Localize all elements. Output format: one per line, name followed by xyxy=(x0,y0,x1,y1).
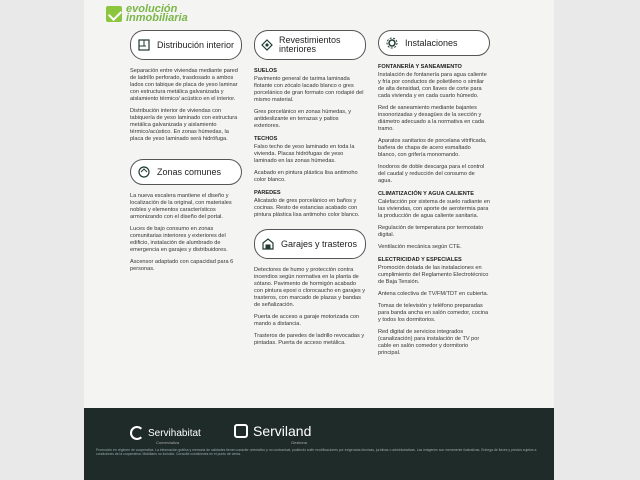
instalaciones-title: Instalaciones xyxy=(405,37,458,48)
column-2 xyxy=(254,30,366,352)
revestimientos-header xyxy=(254,30,366,60)
disclaimer-text: Promoción en régimen de cooperativa. La información gráfica y memoria de calidades tienen carácter orientativo y no contractual, pudiendo sufrir modificaciones por exigencias técnicas, jurídicas o administrativas. Las imágenes son meramente ilustrativas. Entrega de llaves y precios sujetos a condiciones de la cooperativa. Mobiliario no incluido. Consulte condiciones en el punto de venta. xyxy=(96,448,537,457)
garage-icon xyxy=(261,237,275,251)
servihabitat-logo xyxy=(130,426,201,440)
fontaneria-text-1: Instalación de fontanería para agua caliente y fría por conductos de polietileno o similar de alta densidad, con llaves de corte para cada vivienda y en cada cuarto húmedo. xyxy=(378,72,487,99)
garajes-header xyxy=(254,229,366,259)
distribucion-text-2: Distribución interior de viviendas con tabiquería de yeso laminado con estructura metálica galvanizada y aislamiento térmico/acústico. En zonas húmedas, la placa de yeso laminado será hidrófuga. xyxy=(130,108,238,142)
serviland-name: Serviland xyxy=(253,423,312,439)
zones-icon xyxy=(137,165,151,179)
zonas-title: Zonas comunes xyxy=(157,166,222,177)
fontaneria-text-4: Inodoros de doble descarga para el control del caudal y reducción del consumo de agua. xyxy=(378,164,485,184)
electricidad-text-3: Tomas de televisión y teléfono preparadas para banda ancha en salón comedor, cocina y todos los dormitorios. xyxy=(378,303,489,323)
fontaneria-text-2: Red de saneamiento mediante bajantes insonorizadas y desagües de la sección y diámetro adecuado a la normativa en cada tramo. xyxy=(378,105,485,132)
garajes-text-2: Puerta de acceso a garaje motorizada con mando a distancia. xyxy=(254,314,360,327)
fontaneria-heading: FONTANERÍA Y SANEAMIENTO xyxy=(378,64,462,70)
garajes-text-1: Detectores de humo y protección contra incendios según normativa en la planta de sótano. Pavimento de hormigón acabado con pintura epoxi o clorocaucho en garajes y trasteros, con marcado de plazas y bandas de señalización. xyxy=(254,267,366,308)
servihabitat-icon xyxy=(130,426,144,440)
climatizacion-text-2: Regulación de temperatura por termostato digital. xyxy=(378,225,484,238)
suelos-text-1: Pavimento general de tarima laminada flotante con zócalo lacado blanco o gres porcelánico de gran formato con rodapié del mismo material. xyxy=(254,76,364,103)
zonas-header xyxy=(130,159,242,185)
serviland-logo xyxy=(234,423,311,439)
gear-icon xyxy=(385,36,399,50)
zonas-text-2: Luces de bajo consumo en zonas comunitarias interiores y exteriores del edificio, instalación de alumbrado de emergencia en garajes y distribuidores. xyxy=(130,226,228,253)
zonas-text-3: Ascensor adaptado con capacidad para 6 personas. xyxy=(130,259,234,272)
footer-band xyxy=(84,408,554,480)
distribucion-text-1: Separación entre viviendas mediante pared de ladrillo perforado, trasdosado a ambos lados con tabique de placa de yeso laminar con estructura metálica galvanizada y aislamiento térmico/ acústico en el interior. xyxy=(130,68,238,102)
serviland-sub: Gestiona xyxy=(291,440,308,445)
instalaciones-header xyxy=(378,30,490,56)
brand-line1: evolución xyxy=(126,3,178,15)
distribucion-title: Distribución interior xyxy=(157,39,235,50)
distribucion-header xyxy=(130,30,242,60)
techos-heading: TECHOS xyxy=(254,136,278,142)
fontaneria-text-3: Aparatos sanitarios de porcelana vitrificada, bañera de chapa de acero esmaltado blanco, con grifería monomando. xyxy=(378,138,487,158)
revestimientos-title: Revestimientos interiores xyxy=(279,35,341,54)
brand-line2: inmobiliaria xyxy=(126,12,188,24)
floorplan-icon xyxy=(137,38,151,52)
electricidad-text-1: Promoción dotada de las instalaciones en cumplimiento del Reglamento Electrotécnico de Baja Tensión. xyxy=(378,265,489,285)
garajes-title: Garajes y trasteros xyxy=(281,238,358,249)
serviland-icon xyxy=(234,424,248,438)
servihabitat-sub: Comercializa xyxy=(156,440,180,445)
suelos-text-2: Gres porcelánico en zonas húmedas, y antideslizante en terrazas y patios exteriores. xyxy=(254,109,352,129)
electricidad-text-2: Antena colectiva de TV/FM/TDT en cubierta. xyxy=(378,291,489,297)
zonas-text-1: La nueva escalera mantiene el diseño y localización de la original, con materiales nobles y elementos característicos armonizando con el diseño del portal. xyxy=(130,193,232,220)
techos-text-1: Falso techo de yeso laminado en toda la vivienda. Placas hidrófugas de yeso laminado en las zonas húmedas. xyxy=(254,144,355,164)
suelos-heading: SUELOS xyxy=(254,68,278,74)
garajes-text-3: Trasteros de paredes de ladrillo revocadas y pintadas. Puerta de acceso metálica. xyxy=(254,333,365,346)
climatizacion-heading: CLIMATIZACIÓN Y AGUA CALIENTE xyxy=(378,191,474,197)
techos-text-2: Acabado en pintura plástica lisa antimoho color blanco. xyxy=(254,170,358,183)
electricidad-text-4: Red digital de servicios integrados (canalización) para instalación de TV por cable en salón comedor y dormitorio principal. xyxy=(378,329,480,356)
electricidad-heading: ELECTRICIDAD Y ESPECIALES xyxy=(378,257,462,263)
climatizacion-text-1: Calefacción por sistema de suelo radiante en las viviendas, con aporte de aerotermia para la producción de agua caliente sanitaria. xyxy=(378,199,490,219)
brand-logo xyxy=(106,4,188,24)
column-3 xyxy=(378,30,490,362)
column-1 xyxy=(130,30,242,278)
paredes-heading: PAREDES xyxy=(254,190,281,196)
servihabitat-name: Servihabitat xyxy=(148,427,201,439)
brochure-page xyxy=(84,0,554,480)
climatizacion-text-3: Ventilación mecánica según CTE. xyxy=(378,244,462,250)
logo-icon xyxy=(106,6,122,22)
tiles-icon xyxy=(261,38,273,52)
paredes-text-1: Alicatado de gres porcelánico en baños y cocinas. Resto de estancias acabado con pintura plástica lisa antimoho color blanco. xyxy=(254,198,360,218)
